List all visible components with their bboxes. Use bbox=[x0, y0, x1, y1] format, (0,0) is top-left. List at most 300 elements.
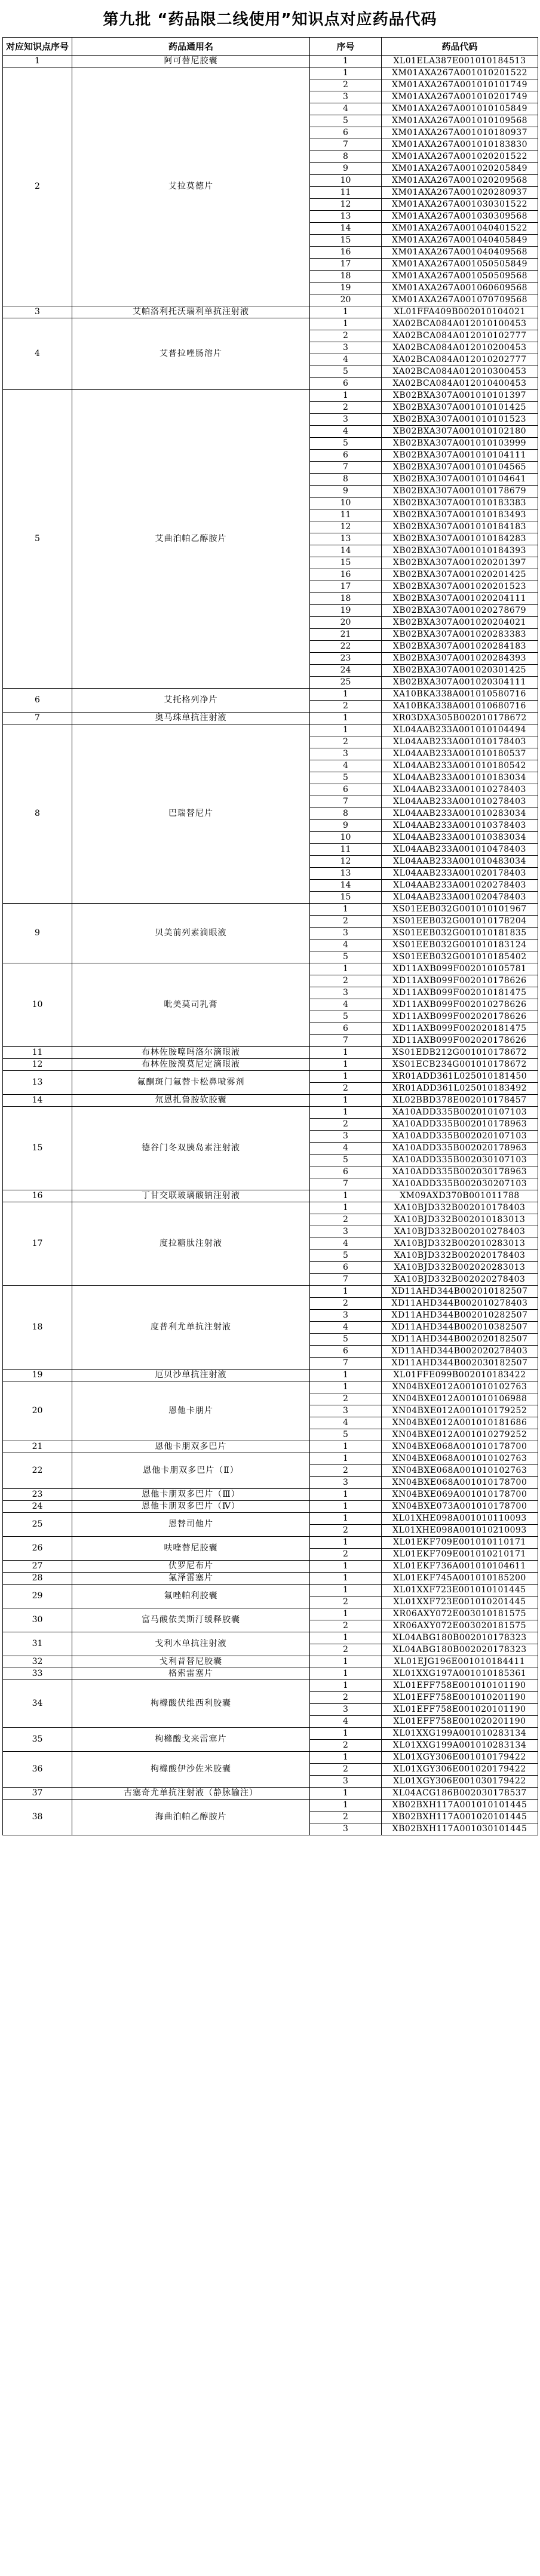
drug-generic-name: 恩他卡朋双多巴片 bbox=[72, 1441, 310, 1453]
table-row bbox=[3, 1537, 538, 1549]
drug-generic-name: 恩他卡朋双多巴片（Ⅱ） bbox=[72, 1453, 310, 1489]
sequence-number: 13 bbox=[310, 868, 382, 880]
drug-code: XM01AXA267A001050509568 bbox=[382, 271, 538, 283]
sequence-number: 1 bbox=[310, 67, 382, 79]
drug-code: XS01EEB032G001010183124 bbox=[382, 939, 538, 951]
knowledge-point-number: 26 bbox=[3, 1537, 72, 1561]
drug-code: XL04AAB233A001010178403 bbox=[382, 736, 538, 748]
drug-code: XD11AXB099F002020181475 bbox=[382, 1023, 538, 1035]
drug-generic-name: 度拉糖肽注射液 bbox=[72, 1202, 310, 1286]
sequence-number: 17 bbox=[310, 259, 382, 271]
sequence-number: 1 bbox=[310, 1453, 382, 1465]
sequence-number: 1 bbox=[310, 689, 382, 701]
sequence-number: 1 bbox=[310, 318, 382, 330]
table-row bbox=[3, 1680, 538, 1692]
sequence-number: 5 bbox=[310, 951, 382, 963]
drug-code: XL01ELA387E001010184513 bbox=[382, 56, 538, 67]
sequence-number: 5 bbox=[310, 366, 382, 378]
drug-code: XL01EJG196E001010184411 bbox=[382, 1656, 538, 1668]
sequence-number: 3 bbox=[310, 1823, 382, 1835]
table-row bbox=[3, 390, 538, 402]
sequence-number: 1 bbox=[310, 963, 382, 975]
drug-code: XR01ADD361L025010183492 bbox=[382, 1083, 538, 1095]
sequence-number: 7 bbox=[310, 1358, 382, 1370]
sequence-number: 3 bbox=[310, 342, 382, 354]
knowledge-point-number: 17 bbox=[3, 1202, 72, 1286]
knowledge-point-number: 30 bbox=[3, 1608, 72, 1632]
drug-code: XM01AXA267A001010201522 bbox=[382, 67, 538, 79]
drug-generic-name: 吡美莫司乳膏 bbox=[72, 963, 310, 1047]
sequence-number: 6 bbox=[310, 1023, 382, 1035]
drug-code: XL04AAB233A001010180542 bbox=[382, 760, 538, 772]
table-body bbox=[3, 56, 538, 1835]
sequence-number: 3 bbox=[310, 414, 382, 426]
sequence-number: 6 bbox=[310, 1346, 382, 1358]
drug-generic-name: 古塞奇尤单抗注射液（静脉输注） bbox=[72, 1788, 310, 1800]
drug-code: XL01XXF723E001010101445 bbox=[382, 1585, 538, 1596]
sequence-number: 1 bbox=[310, 1381, 382, 1393]
drug-code: XL01XXG199A001010283134 bbox=[382, 1740, 538, 1752]
table-header-row bbox=[3, 38, 538, 56]
drug-code: XN04BXE012A001010179252 bbox=[382, 1405, 538, 1417]
drug-generic-name: 艾拉莫德片 bbox=[72, 67, 310, 306]
drug-code: XB02BXA307A001010104111 bbox=[382, 450, 538, 462]
table-row bbox=[3, 1752, 538, 1764]
sequence-number: 2 bbox=[310, 330, 382, 342]
drug-code: XD11AHD344B002010182507 bbox=[382, 1286, 538, 1298]
drug-code: XB02BXA307A001020284183 bbox=[382, 641, 538, 653]
drug-code: XL01XXG197A001010185361 bbox=[382, 1668, 538, 1680]
drug-code: XB02BXA307A001010101523 bbox=[382, 414, 538, 426]
sequence-number: 3 bbox=[310, 91, 382, 103]
sequence-number: 8 bbox=[310, 151, 382, 163]
drug-code: XM01AXA267A001010180937 bbox=[382, 127, 538, 139]
knowledge-point-number: 22 bbox=[3, 1453, 72, 1489]
drug-code: XL01EFF758E001020201190 bbox=[382, 1716, 538, 1728]
drug-code: XB02BXA307A001010178679 bbox=[382, 486, 538, 498]
sequence-number: 1 bbox=[310, 56, 382, 67]
table-row bbox=[3, 1453, 538, 1465]
drug-code: XD11AHD344B002010278403 bbox=[382, 1298, 538, 1310]
drug-generic-name: 艾帕洛利托沃瑞利单抗注射液 bbox=[72, 306, 310, 318]
sequence-number: 4 bbox=[310, 1238, 382, 1250]
table-row bbox=[3, 1059, 538, 1071]
sequence-number: 1 bbox=[310, 1095, 382, 1107]
sequence-number: 1 bbox=[310, 1501, 382, 1513]
sequence-number: 2 bbox=[310, 1525, 382, 1537]
table-row bbox=[3, 1286, 538, 1298]
drug-code: XA10ADD335B002030178963 bbox=[382, 1166, 538, 1178]
drug-code: XL01XXG199A001010283134 bbox=[382, 1728, 538, 1740]
drug-generic-name: 氘恩扎鲁胺软胶囊 bbox=[72, 1095, 310, 1107]
table-row bbox=[3, 67, 538, 79]
knowledge-point-number: 14 bbox=[3, 1095, 72, 1107]
knowledge-point-number: 6 bbox=[3, 689, 72, 713]
drug-code: XS01EEB032G001010185402 bbox=[382, 951, 538, 963]
drug-code: XD11AXB099F002020178626 bbox=[382, 1011, 538, 1023]
sequence-number: 10 bbox=[310, 832, 382, 844]
sequence-number: 3 bbox=[310, 928, 382, 939]
drug-code: XL04AAB233A001010383034 bbox=[382, 832, 538, 844]
drug-generic-name: 恩他卡朋片 bbox=[72, 1381, 310, 1441]
knowledge-point-number: 29 bbox=[3, 1585, 72, 1608]
knowledge-point-number: 7 bbox=[3, 713, 72, 724]
knowledge-point-number: 12 bbox=[3, 1059, 72, 1071]
table-row bbox=[3, 1381, 538, 1393]
sequence-number: 4 bbox=[310, 999, 382, 1011]
table-row bbox=[3, 1047, 538, 1059]
sequence-number: 2 bbox=[310, 916, 382, 928]
drug-code: XA10BJD332B002020283013 bbox=[382, 1262, 538, 1274]
drug-code: XL04AAB233A001010378403 bbox=[382, 820, 538, 832]
sequence-number: 1 bbox=[310, 306, 382, 318]
drug-code: XL04AAB233A001010278403 bbox=[382, 796, 538, 808]
sequence-number: 4 bbox=[310, 939, 382, 951]
drug-code: XL04ACG186B002030178537 bbox=[382, 1788, 538, 1800]
drug-generic-name: 格索雷塞片 bbox=[72, 1668, 310, 1680]
sequence-number: 8 bbox=[310, 808, 382, 820]
drug-code: XA10ADD335B002020107103 bbox=[382, 1131, 538, 1143]
sequence-number: 4 bbox=[310, 1716, 382, 1728]
drug-code: XD11AXB099F002010278626 bbox=[382, 999, 538, 1011]
sequence-number: 3 bbox=[310, 1226, 382, 1238]
drug-code: XB02BXA307A001020284393 bbox=[382, 653, 538, 665]
drug-code: XL01EFF758E001010101190 bbox=[382, 1680, 538, 1692]
drug-generic-name: 枸橼酸伊沙佐米胶囊 bbox=[72, 1752, 310, 1788]
sequence-number: 2 bbox=[310, 1596, 382, 1608]
sequence-number: 18 bbox=[310, 593, 382, 605]
sequence-number: 2 bbox=[310, 1740, 382, 1752]
table-row bbox=[3, 1632, 538, 1644]
sequence-number: 1 bbox=[310, 1788, 382, 1800]
drug-code: XA02BCA084A012010400453 bbox=[382, 378, 538, 390]
sequence-number: 5 bbox=[310, 1011, 382, 1023]
drug-code: XS01EEB032G001010178204 bbox=[382, 916, 538, 928]
sequence-number: 14 bbox=[310, 545, 382, 557]
table-row bbox=[3, 1202, 538, 1214]
sequence-number: 1 bbox=[310, 904, 382, 916]
drug-generic-name: 枸橼酸伏维西利胶囊 bbox=[72, 1680, 310, 1728]
drug-code: XM01AXA267A001020280937 bbox=[382, 187, 538, 199]
sequence-number: 3 bbox=[310, 1704, 382, 1716]
knowledge-point-number: 4 bbox=[3, 318, 72, 390]
drug-generic-name: 氟酮斑门氟替卡松鼻喷雾剂 bbox=[72, 1071, 310, 1095]
drug-generic-name: 布林佐胺溴莫尼定滴眼液 bbox=[72, 1059, 310, 1071]
drug-code: XA02BCA084A012010102777 bbox=[382, 330, 538, 342]
knowledge-point-number: 15 bbox=[3, 1107, 72, 1190]
sequence-number: 1 bbox=[310, 1286, 382, 1298]
table-row bbox=[3, 1489, 538, 1501]
knowledge-point-number: 13 bbox=[3, 1071, 72, 1095]
table-row bbox=[3, 306, 538, 318]
drug-generic-name: 戈利昔替尼胶囊 bbox=[72, 1656, 310, 1668]
sequence-number: 2 bbox=[310, 1393, 382, 1405]
sequence-number: 17 bbox=[310, 581, 382, 593]
sequence-number: 22 bbox=[310, 641, 382, 653]
sequence-number: 7 bbox=[310, 796, 382, 808]
sequence-number: 15 bbox=[310, 892, 382, 904]
sequence-number: 4 bbox=[310, 1143, 382, 1155]
knowledge-point-number: 2 bbox=[3, 67, 72, 306]
drug-code: XB02BXA307A001010103999 bbox=[382, 438, 538, 450]
table-row bbox=[3, 1573, 538, 1585]
knowledge-point-number: 9 bbox=[3, 904, 72, 963]
sequence-number: 1 bbox=[310, 724, 382, 736]
drug-code: XL04AAB233A001020278403 bbox=[382, 880, 538, 892]
table-row bbox=[3, 713, 538, 724]
drug-generic-name: 度普利尤单抗注射液 bbox=[72, 1286, 310, 1370]
table-row bbox=[3, 1788, 538, 1800]
sequence-number: 3 bbox=[310, 1131, 382, 1143]
knowledge-point-number: 35 bbox=[3, 1728, 72, 1752]
drug-code: XA10BJD332B002010283013 bbox=[382, 1238, 538, 1250]
drug-code: XB02BXA307A001020201397 bbox=[382, 557, 538, 569]
table-row bbox=[3, 1095, 538, 1107]
drug-code: XL04AAB233A001010278403 bbox=[382, 784, 538, 796]
sequence-number: 16 bbox=[310, 569, 382, 581]
sequence-number: 2 bbox=[310, 1083, 382, 1095]
sequence-number: 1 bbox=[310, 1441, 382, 1453]
drug-code: XN04BXE068A001010102763 bbox=[382, 1453, 538, 1465]
sequence-number: 7 bbox=[310, 1274, 382, 1286]
drug-generic-name: 布林佐胺噻吗洛尔滴眼液 bbox=[72, 1047, 310, 1059]
drug-code: XR03DXA305B002010178672 bbox=[382, 713, 538, 724]
drug-code: XL04ABG180B002010178323 bbox=[382, 1632, 538, 1644]
drug-code: XD11AXB099F002010178626 bbox=[382, 975, 538, 987]
drug-code: XA10ADD335B002030107103 bbox=[382, 1155, 538, 1166]
knowledge-point-number: 8 bbox=[3, 724, 72, 904]
sequence-number: 1 bbox=[310, 1561, 382, 1573]
drug-code: XM01AXA267A001040405849 bbox=[382, 235, 538, 247]
sequence-number: 6 bbox=[310, 127, 382, 139]
knowledge-point-number: 5 bbox=[3, 390, 72, 689]
sequence-number: 3 bbox=[310, 1477, 382, 1489]
drug-code: XM01AXA267A001040409568 bbox=[382, 247, 538, 259]
sequence-number: 13 bbox=[310, 211, 382, 223]
drug-code: XM01AXA267A001010101749 bbox=[382, 79, 538, 91]
table-row bbox=[3, 1668, 538, 1680]
drug-code: XL01XHE098A001010110093 bbox=[382, 1513, 538, 1525]
knowledge-point-number: 16 bbox=[3, 1190, 72, 1202]
sequence-number: 2 bbox=[310, 1812, 382, 1823]
drug-code: XB02BXA307A001010104565 bbox=[382, 462, 538, 474]
drug-code: XL04AAB233A001010183034 bbox=[382, 772, 538, 784]
drug-code: XL01EKF709E001010210171 bbox=[382, 1549, 538, 1561]
drug-code: XB02BXA307A001020201523 bbox=[382, 581, 538, 593]
drug-generic-name: 艾曲泊帕乙醇胺片 bbox=[72, 390, 310, 689]
knowledge-point-number: 34 bbox=[3, 1680, 72, 1728]
drug-code: XM01AXA267A001050505849 bbox=[382, 259, 538, 271]
sequence-number: 2 bbox=[310, 1465, 382, 1477]
table-row bbox=[3, 1190, 538, 1202]
table-row bbox=[3, 1561, 538, 1573]
drug-code: XD11AHD344B002020278403 bbox=[382, 1346, 538, 1358]
drug-generic-name: 恩他卡朋双多巴片（Ⅲ） bbox=[72, 1489, 310, 1501]
table-row bbox=[3, 1441, 538, 1453]
knowledge-point-number: 33 bbox=[3, 1668, 72, 1680]
drug-code: XR01ADD361L025010181450 bbox=[382, 1071, 538, 1083]
drug-code: XM01AXA267A001060609568 bbox=[382, 283, 538, 294]
drug-code: XL04AAB233A001020178403 bbox=[382, 868, 538, 880]
sequence-number: 1 bbox=[310, 1190, 382, 1202]
sequence-number: 1 bbox=[310, 1059, 382, 1071]
drug-code-table bbox=[2, 37, 538, 1835]
drug-code: XB02BXA307A001010102180 bbox=[382, 426, 538, 438]
sequence-number: 12 bbox=[310, 856, 382, 868]
sequence-number: 1 bbox=[310, 1585, 382, 1596]
sequence-number: 1 bbox=[310, 1370, 382, 1381]
table-row bbox=[3, 318, 538, 330]
drug-code: XD11AXB099F002010105781 bbox=[382, 963, 538, 975]
table-row bbox=[3, 724, 538, 736]
drug-code: XL01XGY306E001020179422 bbox=[382, 1764, 538, 1776]
sequence-number: 1 bbox=[310, 390, 382, 402]
sequence-number: 1 bbox=[310, 1800, 382, 1812]
drug-generic-name: 戈利木单抗注射液 bbox=[72, 1632, 310, 1656]
drug-code: XD11AHD344B002010382507 bbox=[382, 1322, 538, 1334]
sequence-number: 7 bbox=[310, 462, 382, 474]
knowledge-point-number: 24 bbox=[3, 1501, 72, 1513]
drug-code: XD11AXB099F002010181475 bbox=[382, 987, 538, 999]
sequence-number: 2 bbox=[310, 1298, 382, 1310]
drug-code: XL04ABG180B002020178323 bbox=[382, 1644, 538, 1656]
drug-code: XL01EKF736A001010104611 bbox=[382, 1561, 538, 1573]
drug-code: XB02BXA307A001020304111 bbox=[382, 677, 538, 689]
drug-code: XL04AAB233A001020478403 bbox=[382, 892, 538, 904]
sequence-number: 6 bbox=[310, 784, 382, 796]
drug-code: XA10BJD332B002010178403 bbox=[382, 1202, 538, 1214]
knowledge-point-number: 36 bbox=[3, 1752, 72, 1788]
drug-generic-name: 恩替司他片 bbox=[72, 1513, 310, 1537]
drug-code: XN04BXE012A001010279252 bbox=[382, 1429, 538, 1441]
drug-code: XL01EFF758E001010201190 bbox=[382, 1692, 538, 1704]
sequence-number: 12 bbox=[310, 521, 382, 533]
sequence-number: 5 bbox=[310, 1429, 382, 1441]
sequence-number: 1 bbox=[310, 1656, 382, 1668]
drug-code: XB02BXA307A001010184283 bbox=[382, 533, 538, 545]
drug-code: XM01AXA267A001020209568 bbox=[382, 175, 538, 187]
drug-code: XS01EEB032G001010181835 bbox=[382, 928, 538, 939]
sequence-number: 1 bbox=[310, 1728, 382, 1740]
drug-code: XL01EKF745A001010185200 bbox=[382, 1573, 538, 1585]
drug-code: XD11AHD344B002010282507 bbox=[382, 1310, 538, 1322]
drug-code: XS01EEB032G001010101967 bbox=[382, 904, 538, 916]
sequence-number: 4 bbox=[310, 1417, 382, 1429]
drug-code: XL04AAB233A001010478403 bbox=[382, 844, 538, 856]
sequence-number: 6 bbox=[310, 1166, 382, 1178]
sequence-number: 2 bbox=[310, 79, 382, 91]
sequence-number: 3 bbox=[310, 1310, 382, 1322]
drug-code: XN04BXE068A001010178700 bbox=[382, 1477, 538, 1489]
table-row bbox=[3, 963, 538, 975]
drug-generic-name: 氟唑帕利胶囊 bbox=[72, 1585, 310, 1608]
drug-code: XD11AHD344B002030182507 bbox=[382, 1358, 538, 1370]
sequence-number: 2 bbox=[310, 402, 382, 414]
drug-code: XL01FFA409B002010104021 bbox=[382, 306, 538, 318]
drug-generic-name: 呋喹替尼胶囊 bbox=[72, 1537, 310, 1561]
sequence-number: 1 bbox=[310, 1047, 382, 1059]
sequence-number: 7 bbox=[310, 1035, 382, 1047]
header-point-no: 对应知识点序号 bbox=[3, 38, 72, 56]
drug-code: XA10ADD335B002010107103 bbox=[382, 1107, 538, 1119]
drug-code: XN04BXE069A001010178700 bbox=[382, 1489, 538, 1501]
table-row bbox=[3, 1608, 538, 1620]
sequence-number: 2 bbox=[310, 1119, 382, 1131]
sequence-number: 25 bbox=[310, 677, 382, 689]
sequence-number: 18 bbox=[310, 271, 382, 283]
table-row bbox=[3, 1513, 538, 1525]
sequence-number: 8 bbox=[310, 474, 382, 486]
drug-code: XB02BXA307A001020278679 bbox=[382, 605, 538, 617]
sequence-number: 21 bbox=[310, 629, 382, 641]
drug-code: XA02BCA084A012010300453 bbox=[382, 366, 538, 378]
drug-code: XM01AXA267A001010201749 bbox=[382, 91, 538, 103]
drug-code: XL02BBD378E002010178457 bbox=[382, 1095, 538, 1107]
sequence-number: 11 bbox=[310, 187, 382, 199]
drug-code: XA10BJD332B002010183013 bbox=[382, 1214, 538, 1226]
drug-code: XS01EDB212G001010178672 bbox=[382, 1047, 538, 1059]
sequence-number: 9 bbox=[310, 486, 382, 498]
sequence-number: 1 bbox=[310, 1752, 382, 1764]
sequence-number: 1 bbox=[310, 1573, 382, 1585]
sequence-number: 4 bbox=[310, 760, 382, 772]
table-row bbox=[3, 1585, 538, 1596]
table-row bbox=[3, 1656, 538, 1668]
table-row bbox=[3, 904, 538, 916]
knowledge-point-number: 28 bbox=[3, 1573, 72, 1585]
table-row bbox=[3, 1370, 538, 1381]
drug-generic-name: 阿可替尼胶囊 bbox=[72, 56, 310, 67]
sequence-number: 10 bbox=[310, 175, 382, 187]
drug-generic-name: 丁甘交联玻璃酸钠注射液 bbox=[72, 1190, 310, 1202]
sequence-number: 5 bbox=[310, 115, 382, 127]
drug-generic-name: 厄贝沙单抗注射液 bbox=[72, 1370, 310, 1381]
drug-generic-name: 艾普拉唑肠溶片 bbox=[72, 318, 310, 390]
drug-code: XL04AAB233A001010180537 bbox=[382, 748, 538, 760]
table-row bbox=[3, 689, 538, 701]
drug-code: XB02BXA307A001020201425 bbox=[382, 569, 538, 581]
drug-code: XB02BXA307A001010101425 bbox=[382, 402, 538, 414]
sequence-number: 1 bbox=[310, 1632, 382, 1644]
drug-code: XB02BXA307A001010101397 bbox=[382, 390, 538, 402]
drug-generic-name: 枸橼酸戈来雷塞片 bbox=[72, 1728, 310, 1752]
knowledge-point-number: 31 bbox=[3, 1632, 72, 1656]
drug-code: XN04BXE012A001010102763 bbox=[382, 1381, 538, 1393]
sequence-number: 4 bbox=[310, 103, 382, 115]
sequence-number: 1 bbox=[310, 1071, 382, 1083]
table-row bbox=[3, 1107, 538, 1119]
drug-code: XL01FFE099B002010183422 bbox=[382, 1370, 538, 1381]
knowledge-point-number: 10 bbox=[3, 963, 72, 1047]
drug-code: XB02BXH117A001010101445 bbox=[382, 1800, 538, 1812]
sequence-number: 3 bbox=[310, 748, 382, 760]
drug-code: XL01XGY306E001030179422 bbox=[382, 1776, 538, 1788]
sequence-number: 14 bbox=[310, 880, 382, 892]
drug-code: XN04BXE073A001010178700 bbox=[382, 1501, 538, 1513]
knowledge-point-number: 25 bbox=[3, 1513, 72, 1537]
sequence-number: 1 bbox=[310, 1668, 382, 1680]
drug-code: XA10ADD335B002030207103 bbox=[382, 1178, 538, 1190]
sequence-number: 20 bbox=[310, 294, 382, 306]
drug-code: XL01EFF758E001020101190 bbox=[382, 1704, 538, 1716]
sequence-number: 15 bbox=[310, 235, 382, 247]
sequence-number: 14 bbox=[310, 223, 382, 235]
sequence-number: 9 bbox=[310, 820, 382, 832]
sequence-number: 2 bbox=[310, 1644, 382, 1656]
drug-code: XA10BJD332B002020278403 bbox=[382, 1274, 538, 1286]
table-row bbox=[3, 1800, 538, 1812]
drug-code: XD11AXB099F002020178626 bbox=[382, 1035, 538, 1047]
